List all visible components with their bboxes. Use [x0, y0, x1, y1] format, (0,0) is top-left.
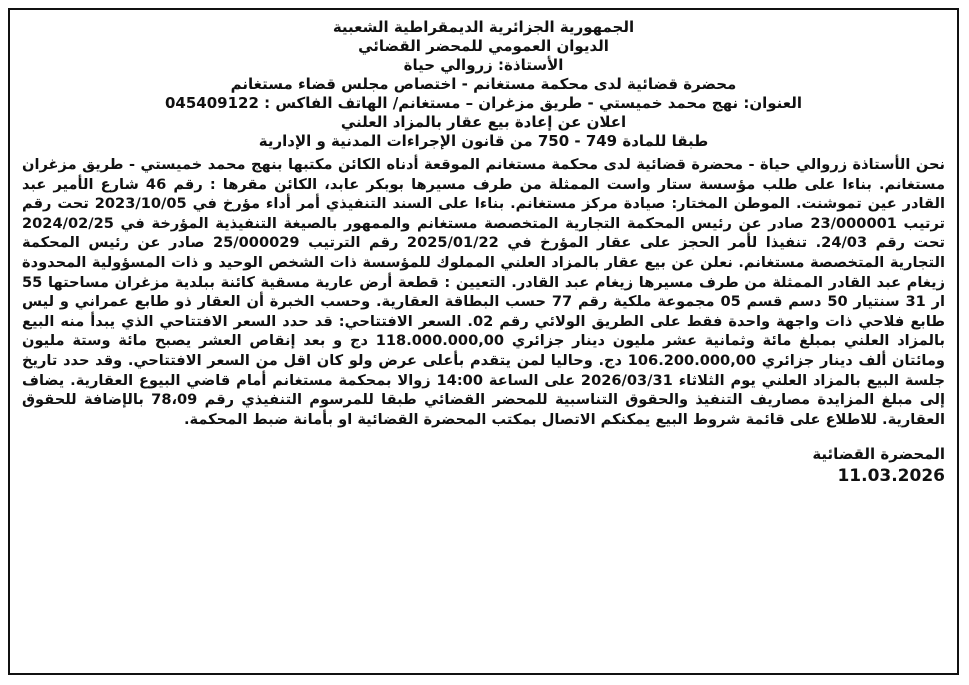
notice-date: 11.03.2026	[837, 466, 945, 487]
announcement-title: اعلان عن إعادة بيع عقار بالمزاد العلني	[340, 113, 627, 131]
legal-basis-line: طبقا للمادة 749 - 750 من قانون الإجراءات المدنية و الإدارية	[258, 132, 709, 150]
notice-footer	[22, 443, 945, 487]
address-line: العنوان: نهج محمد خميستي - طريق مزغران – مستغانم/ الهاتف الفاكس : 045409122	[164, 94, 803, 112]
notice-header	[22, 18, 945, 151]
signature-line: المحضرة القضائية	[812, 445, 945, 464]
jurisdiction-line: محضرة قضائية لدى محكمة مستغانم - اختصاص مجلس قضاء مستغانم	[230, 75, 737, 93]
legal-notice	[8, 8, 959, 675]
bailiff-name: الأستاذة: زروالي حياة	[403, 56, 564, 74]
office-title: الديوان العمومي للمحضر القضائي	[358, 37, 609, 55]
republic-title: الجمهورية الجزائرية الديمقراطية الشعبية	[332, 18, 635, 36]
notice-body: نحن الأستاذة زروالي حياة - محضرة قضائية لدى محكمة مستغانم الموقعة أدناه الكائن مكتبها بنهج محمد خميستي - طريق مزغران مستغانم. بناءا على طلب مؤسسة ستار واست الممثلة من طرف مسيرها بوبكر عابد، الكائن مقرها : رقم 46 شارع الأمير عبد القادر عين تموشنت. الموطن المختار: صيادة مركز مستغانم. بناءا على السند التنفيذي أمر أداء مؤرخ في 2023/10/05 تحت رقم ترتيب 23/000001 صادر عن رئيس المحكمة التجارية المتخصصة مستغانم والممهور بالصيغة التنفيذية المؤرخة في 2024/02/25 تحت رقم 24/03. تنفيذا لأمر الحجز على عقار المؤرخ في 2025/01/22 رقم الترتيب 25/000029 صادر عن رئيس المحكمة التجارية المتخصصة مستغانم. نعلن عن بيع عقار بالمزاد العلني المملوك للمؤسسة ذات الشخص الوحيد و ذات المسؤولية المحدودة زيغام عبد القادر الممثلة من طرف مسيرها زيغام عبد القادر. التعيين : قطعة أرض عارية مسقية كائنة ببلدية مزغران مساحتها 55 ار 31 سنتيار 50 دسم قسم 05 مجموعة ملكية رقم 77 حسب البطاقة العقارية. وحسب الخبرة أن العقار ذو طابع عمراني و ليس طابع فلاحي ذات واجهة واحدة فقط على الطريق الولائي رقم 02. السعر الافتتاحي: قد حدد السعر الافتتاحي الذي يبدأ منه البيع بالمزاد العلني بمبلغ مائة وثمانية عشر مليون دينار جزائري 118.000.000,00 دج و بعد إنقاص العشر يصبح مائة وستة مليون ومائتان ألف دينار جزائري 106.200.000,00 دج. وحاليا لمن يتقدم بأعلى عرض ولو كان اقل من السعر الافتتاحي. وقد حدد تاريخ جلسة البيع بالمزاد العلني يوم الثلاثاء 2026/03/31 على الساعة 14:00 زوالا بمحكمة مستغانم أمام قاضي البيوع العقارية. يضاف إلى مبلغ المزايدة مصاريف التنفيذ والحقوق التناسبية للمحضر القضائي طبقا للمرسوم التنفيذي رقم 78،09 بالإضافة للحقوق العقارية. للاطلاع على قائمة شروط البيع يمكنكم الاتصال بمكتب المحضرة القضائية او بأمانة ضبط المحكمة.	[22, 156, 946, 428]
